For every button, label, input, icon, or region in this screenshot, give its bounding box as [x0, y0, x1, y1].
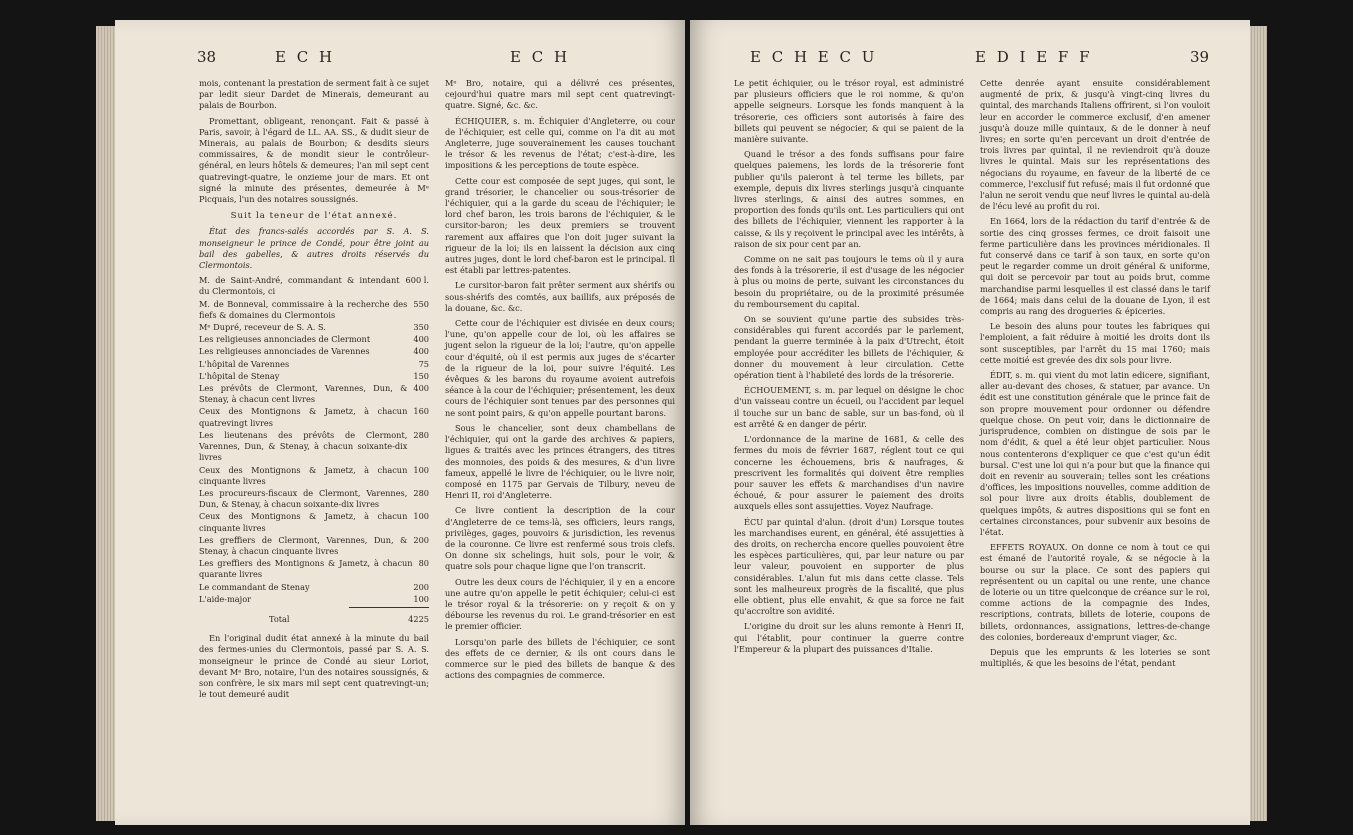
left-page-column-2 — [445, 78, 675, 685]
running-head-left: E C H — [275, 48, 336, 66]
paragraph: ÉCHIQUIER, s. m. Échiquier d'Angleterre, ou cour de l'échiquier, est celle qui, comme on l'a dit au mot Angleterre, juge souverainement les causes touchant le trésor & les revenus de l'état; c'est-à-dire, les impositions & les perceptions de toute espèce. — [445, 115, 675, 171]
left-page — [115, 20, 685, 825]
row-value: 100 — [413, 511, 429, 522]
salt-allowance-row — [199, 334, 429, 345]
paragraph: Cette cour est composée de sept juges, qui sont, le grand trésorier, le chancelier ou sous-trésorier de l'échiquier, qui a la garde du sceau de l'échiquier; le lord chef baron, les trois barons de l'échiquier, & le cursitor-baron; les deux premiers se trouvent rarement aux affaires que l'on doit juger suivant la rigueur de la loi; ils en laissent la décision aux cinq autres juges, dont le lord chef-baron est le principal. Il est établi par lettres-patentes. — [445, 175, 675, 276]
row-label: Ceux des Montignons & Jametz, à chacun cinquante livres — [199, 511, 408, 533]
row-label: Ceux des Montignons & Jametz, à chacun quatrevingt livres — [199, 406, 408, 428]
right-page-column-1 — [734, 78, 964, 659]
row-label: M. de Saint-André, commandant & intendant du Clermontois, ci — [199, 275, 400, 297]
paragraph: En 1664, lors de la rédaction du tarif d'entrée & de sortie des cinq grosses fermes, ce droit faisoit une ferme particulière dans les provinces méridionales. Il fut conservé dans ce tarif à son taux, en sorte qu'on peut le regarder comme un droit général & uniforme, qui doit se percevoir par tout au poids brut, comme marchandise parmi lesquelles il est classé dans le tarif de 1664; mais dans celui de la douane de Lyon, il est compris au rang des drogueries & épiceries. — [980, 216, 1210, 317]
running-head-right: E D I E F F — [975, 48, 1093, 66]
paragraph: Comme on ne sait pas toujours le tems où il y aura des fonds à la trésorerie, il est d'usage de les négocier à plus ou moins de perte, suivant les circonstances du besoin du propriétaire, ou de la proximité présumée du remboursement du capital. — [734, 254, 964, 309]
right-page-column-2 — [980, 78, 1210, 673]
paragraph: L'ordonnance de la marine de 1681, & celle des fermes du mois de février 1687, réglent tout ce qui concerne les échouemens, bris & naufrages, & prescrivent les formalités qui doivent être remplies pour sauver les effets & marchandises d'un navire échoué, & pour assurer le paiement des droits auxquels elles sont assujetties. Voyez Naufrage. — [734, 434, 964, 512]
total-label: Total — [269, 613, 290, 624]
paragraph: Ce livre contient la description de la cour d'Angleterre de ce tems-là, ses officiers, leurs rangs, privilèges, gages, pouvoirs & jurisdiction, les revenus de la couronne. Ce livre est renfermé sous trois clefs. On donne six schelings, huit sols, pour le voir, & quatre sols pour chaque ligne que l'on transcrit. — [445, 505, 675, 572]
salt-allowance-row — [199, 371, 429, 382]
paragraph: Cette cour de l'échiquier est divisée en deux cours; l'une, qu'on appelle cour de loi, où les affaires se jugent selon la rigueur de la loi; l'autre, qu'on appelle cour d'équité, où il est permis aux juges de s'écarter de la rigueur de la loi, pour suivre l'équité. Les évêques & les barons du royaume avoient autrefois séance à la cour de l'échiquier; présentement, les deux cours de l'échiquier sont tenues par des personnes qui ne sont point pairs, & qu'on appelle pourtant barons. — [445, 318, 675, 418]
salt-allowance-row — [199, 558, 429, 580]
row-label: L'hôpital de Varennes — [199, 358, 290, 369]
paragraph: mois, contenant la prestation de serment fait à ce sujet par ledit sieur Dardet de Minerais, demeurant au palais de Bourbon. — [199, 78, 429, 111]
row-value: 100 — [413, 464, 429, 475]
paragraph: Depuis que les emprunts & les loteries se sont multipliés, & que les besoins de l'état, pendant — [980, 646, 1210, 669]
paragraph: En l'original dudit état annexé à la minute du bail des fermes-unies du Clermontois, passé par S. A. S. monseigneur le prince de Condé au sieur Loriot, devant Mᵉ Bro, notaire, l'un des notaires soussignés, & son confrère, le six mars mil sept cent quatrevingt-un; le tout demeuré audit — [199, 633, 429, 700]
row-label: L'aide-major — [199, 593, 252, 604]
salt-allowance-list — [199, 275, 429, 605]
salt-allowance-row — [199, 511, 429, 533]
row-label: Les greffiers des Montignons & Jametz, à chacun quarante livres — [199, 558, 413, 580]
page-number-left: 38 — [197, 48, 217, 66]
total-row — [199, 614, 429, 625]
paragraph: ÉCU par quintal d'alun. (droit d'un) Lorsque toutes les marchandises eurent, en général, été assujetties à des droits, on rechercha encore quelles pouvoient être les espèces particulières, qui, par leur nature ou par leur valeur, pouvoient en supporter de plus considérables. L'alun fut mis dans cette classe. Tels sont les malheureux progrès de la fiscalité, que plus elle obtient, plus elle envahit, & que sa force ne fait qu'accroître son avidité. — [734, 516, 964, 617]
row-label: Mᵉ Dupré, receveur de S. A. S. — [199, 322, 326, 333]
row-label: M. de Bonneval, commissaire à la recherche des fiefs & domaines du Clermontois — [199, 298, 408, 320]
running-head-left-center: E C H — [510, 48, 571, 66]
paragraph: L'origine du droit sur les aluns remonte à Henri II, qui l'établit, pour continuer la guerre contre l'Empereur & la plupart des puissances d'Italie. — [734, 621, 964, 654]
row-label: Les procureurs-fiscaux de Clermont, Varennes, Dun, & Stenay, à chacun soixante-dix livres — [199, 487, 408, 510]
row-value: 600 l. — [405, 275, 429, 286]
row-label: Ceux des Montignons & Jametz, à chacun cinquante livres — [199, 464, 408, 486]
salt-allowance-row — [199, 346, 429, 357]
page-number-right: 39 — [1190, 48, 1210, 66]
salt-allowance-row — [199, 299, 429, 321]
paragraph: On se souvient qu'une partie des subsides très-considérables qui furent accordés par le parlement, pendant la guerre terminée à la paix d'Utrecht, étoit employée pour accréditer les billets de l'échiquier, & donner du mouvement à leur circulation. Cette opération tient à l'habileté des lords de la trésorerie. — [734, 314, 964, 381]
row-value: 280 — [413, 487, 429, 498]
paragraph: Lorsqu'on parle des billets de l'échiquier, ce sont des effets de ce dernier, & ils ont cours dans le commerce sur le pied des billets de banque & des actions des compagnies de commerce. — [445, 636, 675, 681]
salt-allowance-row — [199, 594, 429, 605]
right-page — [690, 20, 1250, 825]
salt-allowance-row — [199, 465, 429, 487]
paragraph: Cette denrée ayant ensuite considérablement augmenté de prix, & jusqu'à vingt-cinq livres du quintal, des marchands Italiens offrirent, si l'on vouloit leur en accorder le commerce exclusif, d'en amener jusqu'à douze mille quintaux, & de le donner à neuf livres; en sorte qu'en percevant un droit d'entrée de trois livres par quintal, il ne reviendroit qu'à douze livres le quintal. Mais sur les représentations des négocians du royaume, en faveur de la liberté de ce commerce, l'exclusif fut refusé; mais il fut ordonné que l'alun ne seroit vendu que neuf livres le quintal au-delà de l'écu levé au profit du roi. — [980, 78, 1210, 212]
salt-allowance-row — [199, 430, 429, 464]
row-value: 200 — [413, 534, 429, 545]
row-value: 400 — [413, 383, 429, 394]
row-label: Les lieutenans des prévôts de Clermont, Varennes, Dun, & Stenay, à chacun soixante-dix livres — [199, 429, 408, 463]
total-value: 4225 — [408, 613, 429, 624]
paragraph: Le petit échiquier, ou le trésor royal, est administré par plusieurs officiers que le roi nomme, & qu'on appelle seigneurs. Lorsque les fonds manquent à la trésorerie, ces officiers sont autorisés à faire des billets qui peuvent se négocier, & qui se paient de la manière suivante. — [734, 78, 964, 145]
salt-allowance-row — [199, 359, 429, 370]
row-value: 150 — [413, 370, 429, 381]
row-value: 100 — [413, 593, 429, 604]
row-value: 350 — [413, 322, 429, 333]
paragraph: Outre les deux cours de l'échiquier, il y en a encore une autre qu'on appelle le petit échiquier; celui-ci est le trésor royal & la trésorerie: on y reçoit & on y débourse les revenus du roi. Le grand-trésorier en est le premier officier. — [445, 576, 675, 632]
paragraph: Mᵉ Bro, notaire, qui a délivré ces présentes, cejourd'hui quatre mars mil sept cent quatrevingt-quatre. Signé, &c. &c. — [445, 78, 675, 111]
row-label: Les greffiers de Clermont, Varennes, Dun, & Stenay, à chacun cinquante livres — [199, 534, 408, 556]
row-label: L'hôpital de Stenay — [199, 370, 280, 381]
salt-allowance-row — [199, 582, 429, 593]
paragraph: Quand le trésor a des fonds suffisans pour faire quelques paiemens, les lords de la trésorerie font publier qu'ils paieront à tel terme les billets, par exemple, depuis dix livres sterlings jusqu'à cinquante livres sterlings, & ainsi des autres sommes, en proportion des fonds qu'ils ont. Les particuliers qui ont des billets de l'échiquier, viennent les rapporter à la caisse, & ils y reçoivent le principal avec les intérêts, à raison de six pour cent par an. — [734, 149, 964, 249]
salt-allowance-row — [199, 535, 429, 557]
row-value: 200 — [413, 581, 429, 592]
row-label: Les prévôts de Clermont, Varennes, Dun, & Stenay, à chacun cent livres — [199, 383, 408, 405]
salt-allowance-row — [199, 488, 429, 510]
row-value: 75 — [418, 358, 429, 369]
salt-allowance-row — [199, 383, 429, 405]
row-label: Les religieuses annonciades de Clermont — [199, 334, 371, 345]
left-page-column-1 — [199, 78, 429, 704]
row-value: 80 — [418, 558, 429, 569]
state-subtitle: État des francs-salés accordés par S. A. S. monseigneur le prince de Condé, pour être joint au bail des gabelles, & autres droits réservés du Clermontois. — [199, 226, 429, 271]
paragraph: Sous le chancelier, sont deux chambellans de l'échiquier, qui ont la garde des archives & papiers, ligues & traités avec les princes étrangers, des titres des monnoies, des poids & des mesures, & d'un livre fameux, appellé le livre de l'échiquier, ou le livre noir, composé en 1175 par Gervais de Tilbury, neveu de Henri II, roi d'Angleterre. — [445, 422, 675, 501]
paragraph: Le cursitor-baron fait prêter serment aux shérifs ou sous-shérifs des comtés, aux baillifs, aux préposés de la douane, &c. &c. — [445, 280, 675, 313]
paragraph: ÉCHOUEMENT, s. m. par lequel on désigne le choc d'un vaisseau contre un écueil, ou l'accident par lequel il touche sur un banc de sable, sur un bas-fond, où il est arrêté & en danger de périr. — [734, 385, 964, 429]
row-value: 400 — [413, 334, 429, 345]
row-label: Les religieuses annonciades de Varennes — [199, 346, 370, 357]
row-value: 160 — [413, 406, 429, 417]
running-head-right-left: E C H E C U — [750, 48, 878, 66]
row-value: 400 — [413, 346, 429, 357]
total-rule — [349, 607, 429, 608]
salt-allowance-row — [199, 322, 429, 333]
row-value: 550 — [413, 298, 429, 309]
salt-allowance-row — [199, 406, 429, 428]
page-edges-right — [1249, 26, 1267, 821]
salt-allowance-row — [199, 275, 429, 297]
paragraph: Promettant, obligeant, renonçant. Fait & passé à Paris, savoir, à l'égard de LL. AA. SS., & dudit sieur de Minerais, au palais de Bourbon; & desdits sieurs commissaires, & de mondit sieur le contrôleur-général, en leurs hôtels & demeures; l'an mil sept cent quatrevingt-quatre, le onzieme jour de mars. Et ont signé la minute des présentes, demeurée à Mᵉ Picquais, l'un des notaires soussignés. — [199, 115, 429, 205]
paragraph: Le besoin des aluns pour toutes les fabriques qui l'emploient, a fait réduire à moitié les droits dont ils sont susceptibles, par l'arrêt du 15 mai 1760; mais cette moitié est grevée des dix sols pour livre. — [980, 321, 1210, 365]
paragraph: ÉDIT, s. m. qui vient du mot latin edicere, signifiant, aller au-devant des choses, & statuer, par avance. Un édit est une constitution générale que le prince fait de son propre mouvement pour ordonner ou défendre quelque chose. On peut voir, dans le dictionnaire de jurisprudence, combien on distingue de sois par le nom d'édit, & quel a été leur objet particulier. Nous nous contenterons d'expliquer ce que c'est qu'un édit bursal. C'est une loi qui n'a pour but que la finance qui doit en revenir au souverain; telles sont les créations d'offices, les impositions nouvelles, comme addition de sol pour livre aux droits établis, doublement de quelques impôts, & autres dispositions qui se font en certaines circonstances, pour subvenir aux besoins de l'état. — [980, 370, 1210, 537]
section-heading: Suit la teneur de l'état annexé. — [230, 211, 398, 222]
row-label: Le commandant de Stenay — [199, 581, 310, 592]
row-value: 280 — [413, 429, 429, 440]
paragraph: EFFETS ROYAUX. On donne ce nom à tout ce qui est émané de l'autorité royale, & se négocie à la bourse ou sur la place. Ce sont des papiers qui représentent ou un capital ou une rente, une chance de loterie ou un titre quelconque de créance sur le roi, comme actions de la compagnie des Indes, rescriptions, contrats, billets de loterie, coupons de billets, ordonnances, assignations, lettres-de-change des colonies, bordereaux d'emprunt viager, &c. — [980, 542, 1210, 642]
